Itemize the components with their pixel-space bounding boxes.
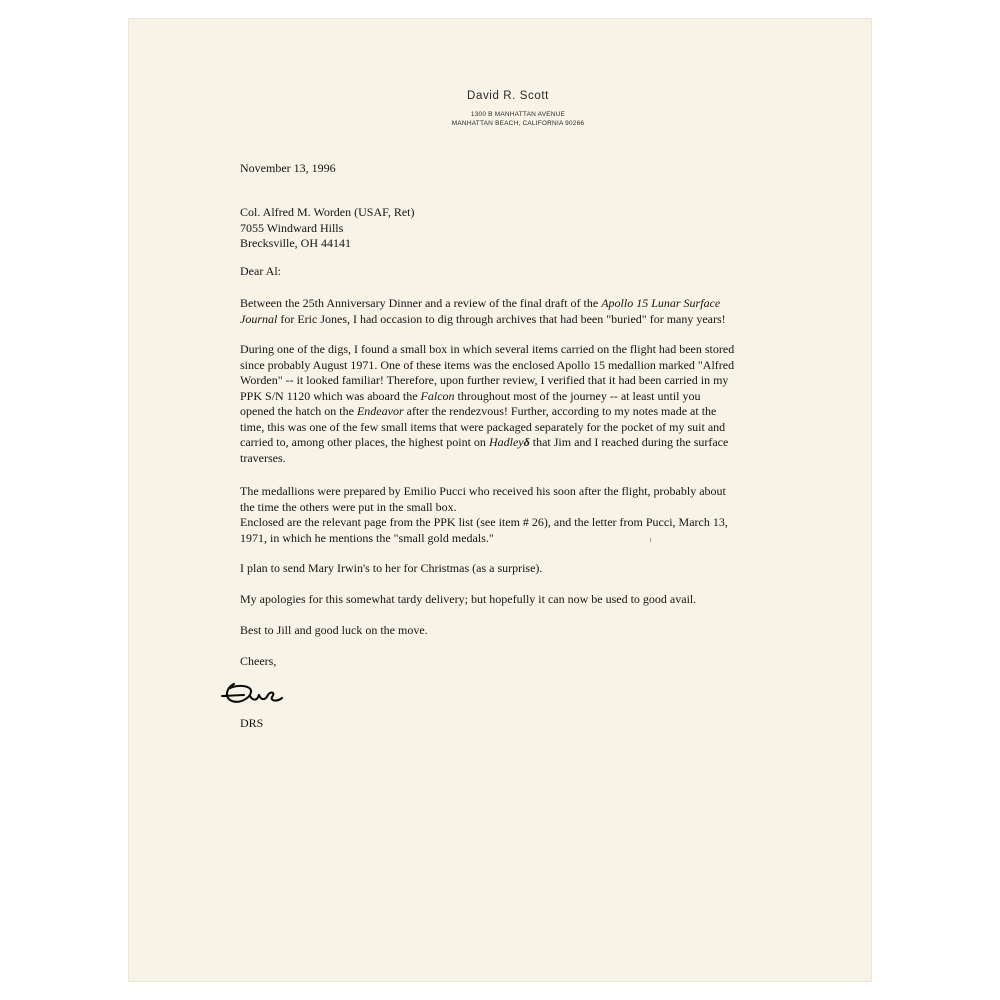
p1-text-cont: for Eric Jones, I had occasion to dig through archives that had been "buried" for many years! xyxy=(277,311,726,326)
p4-line: Enclosed are the relevant page from the PPK list (see item # 26), and the letter from Pucci, March 13, xyxy=(240,515,728,529)
stray-mark xyxy=(650,538,651,542)
recipient-city: Brecksville, OH 44141 xyxy=(240,236,351,250)
paragraph-1 xyxy=(240,296,780,327)
p2-endeavor: Endeavor xyxy=(356,404,404,418)
letter-page xyxy=(128,18,872,982)
p2-handwritten-delta: δ xyxy=(523,435,530,449)
p2-text: opened the hatch on the xyxy=(240,404,357,418)
p2-text: carried to, among other places, the highest point on xyxy=(240,435,489,449)
p2-text: that Jim and I reached during the surface xyxy=(529,435,729,449)
p2-falcon: Falcon xyxy=(420,388,455,403)
p3-line: The medallions were prepared by Emilio Pucci who received his soon after the flight, probably about xyxy=(240,484,726,498)
letterhead-address-line1: 1300 B MANHATTAN AVENUE xyxy=(470,111,566,118)
p3-line: the time the others were put in the small box. xyxy=(240,499,457,514)
p2-text: throughout most of the journey -- at least until you xyxy=(454,388,701,403)
p1-title: Apollo 15 Lunar Surface xyxy=(601,296,721,310)
p4-line: 1971, in which he mentions the "small gold medals." xyxy=(240,530,494,545)
paragraph-2 xyxy=(240,342,780,466)
letterhead-name: David R. Scott xyxy=(467,90,549,102)
paragraph-4 xyxy=(240,515,770,546)
recipient-street: 7055 Windward Hills xyxy=(240,220,344,235)
initials: DRS xyxy=(240,716,264,730)
closing: Cheers, xyxy=(240,654,277,668)
recipient-name: Col. Alfred M. Worden (USAF, Ret) xyxy=(240,205,415,219)
p1-title-cont: Journal xyxy=(240,311,278,326)
p2-text: after the rendezvous! Further, according to my notes made at the xyxy=(403,404,717,418)
p2-line: Worden" -- it looked familiar! Therefore, upon further review, I verified that it had been carried in my xyxy=(240,373,729,387)
paragraph-3 xyxy=(240,484,780,515)
p1-text: Between the 25th Anniversary Dinner and a review of the final draft of the xyxy=(240,296,602,310)
p2-line: traverses. xyxy=(240,450,286,465)
recipient-address xyxy=(240,205,780,252)
p2-line: since probably August 1971. One of these items was the enclosed Apollo 15 medallion marked "Alfred xyxy=(240,357,735,372)
letter-date: November 13, 1996 xyxy=(240,161,336,175)
p2-hadley: Hadley xyxy=(488,435,524,449)
paragraph-7: Best to Jill and good luck on the move. xyxy=(240,623,428,637)
p2-text: PPK S/N 1120 which was aboard the xyxy=(240,388,421,403)
paragraph-6: My apologies for this somewhat tardy delivery; but hopefully it can now be used to good avail. xyxy=(240,592,697,606)
salutation: Dear Al: xyxy=(240,264,281,278)
letterhead-address-line2: MANHATTAN BEACH, CALIFORNIA 90266 xyxy=(451,120,585,127)
p2-line: During one of the digs, I found a small box in which several items carried on the flight had been stored xyxy=(240,342,735,356)
p2-line: time, this was one of the few small items that were packaged separately for the pocket of my suit and xyxy=(240,419,726,434)
paragraph-5: I plan to send Mary Irwin's to her for Christmas (as a surprise). xyxy=(240,561,543,575)
signature-handwritten xyxy=(220,674,290,710)
